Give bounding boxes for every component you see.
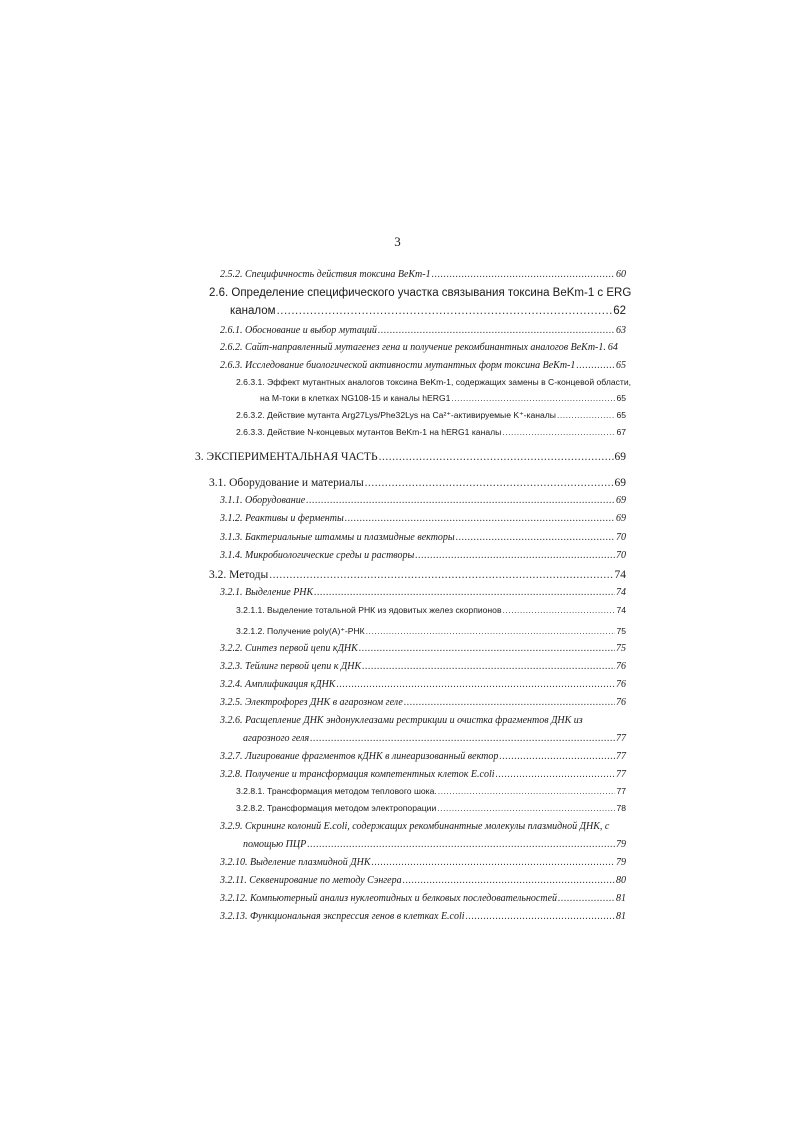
toc-leader-dots bbox=[365, 478, 614, 490]
toc-entry-page: 79 bbox=[616, 857, 626, 868]
toc-entry-3-2-6: 3.2.6. Расщепление ДНК эндонуклеазами рестрикции и очистка фрагментов ДНК из bbox=[220, 715, 583, 726]
toc-leader-dots bbox=[362, 662, 615, 672]
toc-entry-text: 3.2.8.1. Трансформация методом теплового шока. bbox=[236, 786, 437, 796]
toc-entry-page: 77 bbox=[616, 769, 626, 780]
toc-entry-3-2-8-1 bbox=[236, 787, 626, 796]
toc-leader-dots bbox=[451, 394, 615, 403]
toc-leader-dots bbox=[307, 840, 615, 850]
toc-entry-page: 69 bbox=[616, 495, 626, 506]
toc-entry-text: каналом bbox=[230, 305, 276, 317]
toc-leader-dots bbox=[359, 644, 615, 654]
toc-entry-page: 76 bbox=[616, 697, 626, 708]
toc-entry-2-6-3-1: 2.6.3.1. Эффект мутантных аналогов токсина BeKm-1, содержащих замены в С-концевой области, bbox=[236, 377, 632, 387]
toc-entry-3-2-10 bbox=[220, 858, 626, 868]
toc-entry-text: 3.2.13. Функциональная экспрессия генов в клетках E.coli bbox=[220, 911, 465, 922]
toc-entry-3-2-4 bbox=[220, 680, 626, 690]
toc-entry-text: 2.6.3. Исследование биологической активности мутантных форм токсина BeKm-1 bbox=[220, 360, 576, 371]
toc-entry-text: 3.2.2. Синтез первой цепи кДНК bbox=[220, 643, 358, 654]
toc-leader-dots bbox=[371, 858, 615, 868]
toc-entry-text: 3.2.10. Выделение плазмидной ДНК bbox=[220, 857, 371, 868]
toc-entry-3-2-7 bbox=[220, 752, 626, 762]
toc-entry-2-6-3-1-continuation bbox=[260, 394, 626, 403]
toc-entry-text: агарозного геля bbox=[243, 733, 310, 744]
toc-leader-dots bbox=[379, 452, 614, 464]
toc-entry-3-2-3 bbox=[220, 662, 626, 672]
toc-entry-page: 65 bbox=[616, 410, 626, 420]
toc-entry-text: 3.2.7. Лигирование фрагментов кДНК в линеаризованный вектор bbox=[220, 751, 499, 762]
toc-leader-dots bbox=[306, 496, 615, 506]
toc-leader-dots bbox=[404, 698, 615, 708]
toc-entry-3-2-2 bbox=[220, 644, 626, 654]
toc-entry-2-6-3-3 bbox=[236, 428, 626, 437]
toc-entry-3-2-6-continuation bbox=[243, 734, 626, 744]
toc-entry-page: 75 bbox=[616, 626, 626, 636]
toc-entry-text: 3.2. Методы bbox=[209, 569, 269, 581]
toc-entry-page: 77 bbox=[616, 733, 626, 744]
toc-leader-dots bbox=[557, 411, 615, 420]
toc-entry-3-2-13 bbox=[220, 912, 626, 922]
toc-entry-3-2-1 bbox=[220, 588, 626, 598]
toc-entry-text: 3.2.1.2. Получение poly(A)⁺-РНК bbox=[236, 626, 365, 636]
toc-entry-3-1-4 bbox=[220, 551, 626, 561]
toc-entry-page: 76 bbox=[616, 679, 626, 690]
toc-entry-text: 3.1.2. Реактивы и ферменты bbox=[220, 513, 344, 524]
toc-leader-dots bbox=[345, 514, 615, 524]
toc-entry-page: 67 bbox=[616, 427, 626, 437]
toc-entry-text: 3.1.1. Оборудование bbox=[220, 495, 306, 506]
toc-entry-3-2 bbox=[209, 570, 626, 582]
toc-leader-dots bbox=[269, 570, 613, 582]
toc-entry-text: 3.2.12. Компьютерный анализ нуклеотидных и белковых последовательностей bbox=[220, 893, 558, 904]
toc-entry-text: 3.1.4. Микробиологические среды и растворы bbox=[220, 550, 415, 561]
toc-entry-3-2-9: 3.2.9. Скрининг колоний E.coli, содержащих рекомбинантные молекулы плазмидной ДНК, с bbox=[220, 821, 610, 832]
toc-leader-dots bbox=[499, 752, 615, 762]
toc-entry-2-6-3-2 bbox=[236, 411, 626, 420]
toc-entry-text: 3.2.3. Тейлинг первой цепи к ДНК bbox=[220, 661, 362, 672]
toc-leader-dots bbox=[314, 588, 615, 598]
toc-entry-3 bbox=[195, 452, 626, 464]
toc-entry-text: 2.6.1. Обоснование и выбор мутаций bbox=[220, 325, 377, 336]
toc-leader-dots bbox=[502, 428, 615, 437]
toc-entry-3-2-11 bbox=[220, 876, 626, 886]
toc-leader-dots bbox=[277, 306, 613, 318]
toc-entry-text: 3. ЭКСПЕРИМЕНТАЛЬНАЯ ЧАСТЬ bbox=[195, 451, 378, 463]
toc-leader-dots bbox=[310, 734, 615, 744]
toc-leader-dots bbox=[496, 770, 615, 780]
toc-leader-dots bbox=[438, 787, 616, 796]
toc-leader-dots bbox=[378, 326, 615, 336]
toc-entry-page: 80 bbox=[616, 875, 626, 886]
toc-entry-text: помощью ПЦР bbox=[243, 839, 307, 850]
toc-leader-dots bbox=[403, 876, 615, 886]
toc-entry-page: 69 bbox=[614, 477, 626, 489]
toc-leader-dots bbox=[336, 680, 615, 690]
toc-entry-3-2-8 bbox=[220, 770, 626, 780]
toc-entry-text: 2.6.3.2. Действие мутанта Arg27Lys/Phe32Lys на Ca²⁺-активируемые K⁺-каналы bbox=[236, 410, 556, 420]
toc-entry-page: 81 bbox=[616, 893, 626, 904]
toc-entry-3-2-9-continuation bbox=[243, 840, 626, 850]
toc-leader-dots bbox=[576, 361, 615, 371]
toc-entry-3-2-1-2 bbox=[236, 627, 626, 636]
toc-entry-text: 2.5.2. Специфичность действия токсина BeKm-1 bbox=[220, 269, 431, 280]
toc-leader-dots bbox=[432, 270, 615, 280]
toc-entry-text: 3.2.11. Секвенирование по методу Сэнгера bbox=[220, 875, 402, 886]
toc-entry-text: 2.6.2. Сайт-направленный мутагенез гена и получение рекомбинантных аналогов BeKm-1. bbox=[220, 342, 606, 353]
toc-entry-page: 62 bbox=[613, 305, 626, 317]
toc-entry-2-5-2 bbox=[220, 270, 626, 280]
table-of-contents bbox=[0, 266, 795, 926]
toc-entry-page: 79 bbox=[616, 839, 626, 850]
toc-entry-3-1-1 bbox=[220, 496, 626, 506]
toc-entry-2-6-3 bbox=[220, 361, 626, 371]
toc-entry-2-6-1 bbox=[220, 326, 626, 336]
toc-entry-text: 3.2.4. Амплификация кДНК bbox=[220, 679, 336, 690]
page-number: 3 bbox=[394, 234, 401, 249]
toc-entry-page: 74 bbox=[616, 587, 626, 598]
toc-entry-text: на М-токи в клетках NG108-15 и каналы hERG1 bbox=[260, 393, 451, 403]
toc-entry-page: 70 bbox=[616, 532, 626, 543]
toc-entry-page: 69 bbox=[614, 451, 626, 463]
toc-entry-text: 2.6.3.3. Действие N-концевых мутантов BeKm-1 на hERG1 каналы bbox=[236, 427, 502, 437]
toc-leader-dots bbox=[456, 533, 615, 543]
toc-leader-dots bbox=[366, 627, 616, 636]
toc-entry-page: 76 bbox=[616, 661, 626, 672]
toc-entry-2-6: 2.6. Определение специфического участка связывания токсина BeKm-1 с ERG bbox=[209, 287, 632, 299]
toc-entry-3-1-2 bbox=[220, 514, 626, 524]
toc-entry-page: 81 bbox=[616, 911, 626, 922]
toc-entry-text: 3.2.1. Выделение РНК bbox=[220, 587, 314, 598]
toc-leader-dots bbox=[503, 606, 616, 615]
toc-entry-3-2-1-1 bbox=[236, 606, 626, 615]
toc-entry-3-2-12 bbox=[220, 894, 626, 904]
toc-entry-text: 3.2.1.1. Выделение тотальной РНК из ядовитых желез скорпионов bbox=[236, 605, 502, 615]
toc-entry-page: 75 bbox=[616, 643, 626, 654]
toc-entry-page: 74 bbox=[616, 605, 626, 615]
toc-entry-3-1 bbox=[209, 478, 626, 490]
toc-entry-3-2-8-2 bbox=[236, 804, 626, 813]
toc-leader-dots bbox=[558, 894, 615, 904]
toc-entry-page: 78 bbox=[616, 803, 626, 813]
toc-entry-text: 3.2.8. Получение и трансформация компетентных клеток E.coli bbox=[220, 769, 495, 780]
toc-entry-text: 3.1.3. Бактериальные штаммы и плазмидные векторы bbox=[220, 532, 455, 543]
toc-entry-2-6-continuation bbox=[230, 306, 626, 318]
toc-entry-page: 77 bbox=[616, 751, 626, 762]
toc-entry-2-6-2 bbox=[220, 343, 626, 353]
toc-entry-3-1-3 bbox=[220, 533, 626, 543]
toc-entry-page: 65 bbox=[616, 360, 626, 371]
toc-entry-page: 69 bbox=[616, 513, 626, 524]
toc-entry-page: 60 bbox=[616, 269, 626, 280]
toc-entry-page: 63 bbox=[616, 325, 626, 336]
toc-entry-page: 74 bbox=[614, 569, 626, 581]
toc-entry-text: 3.2.5. Электрофорез ДНК в агарозном геле bbox=[220, 697, 403, 708]
toc-entry-page: 65 bbox=[616, 393, 626, 403]
toc-entry-page: 70 bbox=[616, 550, 626, 561]
toc-leader-dots bbox=[466, 912, 615, 922]
toc-leader-dots bbox=[437, 804, 615, 813]
toc-leader-dots bbox=[415, 551, 615, 561]
toc-entry-3-2-5 bbox=[220, 698, 626, 708]
toc-entry-text: 3.1. Оборудование и материалы bbox=[209, 477, 364, 489]
toc-entry-page: 64 bbox=[607, 342, 618, 353]
toc-entry-page: 77 bbox=[616, 786, 626, 796]
toc-entry-text: 3.2.8.2. Трансформация методом электропорации bbox=[236, 803, 437, 813]
